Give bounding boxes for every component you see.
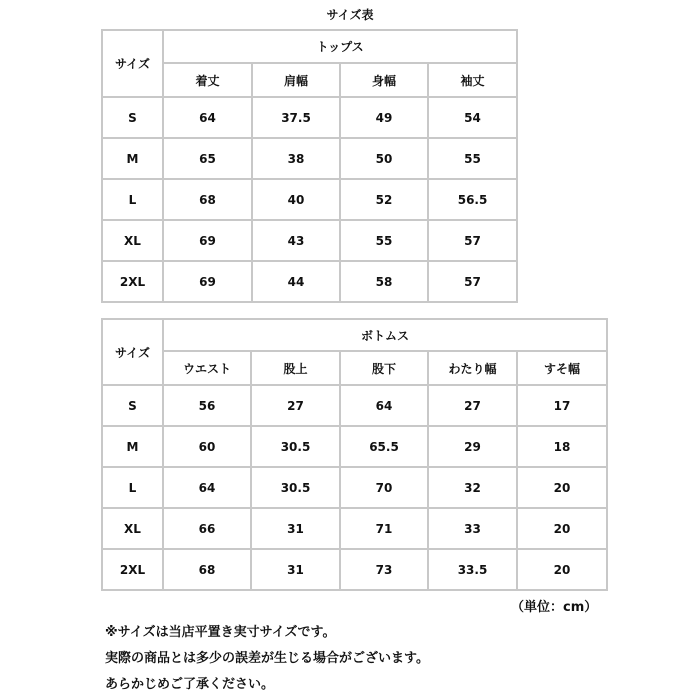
tops-section-header: トップス (163, 30, 517, 63)
value-cell: 32 (428, 467, 517, 508)
value-cell: 27 (251, 385, 340, 426)
page-title: サイズ表 (326, 8, 374, 22)
table-row (102, 508, 607, 549)
value-cell: 20 (517, 467, 607, 508)
value-cell: 66 (163, 508, 251, 549)
value-cell: 29 (428, 426, 517, 467)
size-cell: S (102, 385, 163, 426)
value-cell: 56.5 (428, 179, 517, 220)
tops-column-header-row (102, 63, 517, 97)
unit-label: （単位：cm） (511, 600, 598, 615)
value-cell: 64 (163, 467, 251, 508)
value-cell: 64 (163, 97, 252, 138)
size-cell: 2XL (102, 549, 163, 590)
value-cell: 64 (340, 385, 428, 426)
tops-size-table (101, 29, 518, 303)
value-cell: 38 (252, 138, 340, 179)
value-cell: 69 (163, 261, 252, 302)
value-cell: 30.5 (251, 426, 340, 467)
value-cell: 30.5 (251, 467, 340, 508)
table-row (102, 385, 607, 426)
table-row (102, 97, 517, 138)
bottoms-size-table (101, 318, 608, 591)
value-cell: 49 (340, 97, 428, 138)
size-cell: XL (102, 508, 163, 549)
size-cell: L (102, 179, 163, 220)
value-cell: 31 (251, 508, 340, 549)
column-header: 袖丈 (428, 63, 517, 97)
column-header: 肩幅 (252, 63, 340, 97)
value-cell: 50 (340, 138, 428, 179)
value-cell: 52 (340, 179, 428, 220)
table-row (102, 261, 517, 302)
size-cell: M (102, 138, 163, 179)
column-header: ウエスト (163, 351, 251, 385)
value-cell: 20 (517, 549, 607, 590)
column-header: すそ幅 (517, 351, 607, 385)
value-cell: 43 (252, 220, 340, 261)
value-cell: 73 (340, 549, 428, 590)
note-line: あらかじめご了承ください。 (105, 677, 275, 692)
bottoms-header-row (102, 319, 607, 351)
size-cell: XL (102, 220, 163, 261)
value-cell: 69 (163, 220, 252, 261)
tops-size-header: サイズ (102, 30, 163, 97)
value-cell: 65.5 (340, 426, 428, 467)
tops-header-row (102, 30, 517, 63)
table-row (102, 220, 517, 261)
column-header: 股下 (340, 351, 428, 385)
value-cell: 55 (428, 138, 517, 179)
value-cell: 55 (340, 220, 428, 261)
value-cell: 70 (340, 467, 428, 508)
table-row (102, 549, 607, 590)
value-cell: 71 (340, 508, 428, 549)
column-header: 身幅 (340, 63, 428, 97)
value-cell: 20 (517, 508, 607, 549)
value-cell: 68 (163, 549, 251, 590)
value-cell: 57 (428, 261, 517, 302)
note-line: ※サイズは当店平置き実寸サイズです。 (105, 625, 336, 640)
size-cell: L (102, 467, 163, 508)
value-cell: 54 (428, 97, 517, 138)
value-cell: 17 (517, 385, 607, 426)
table-row (102, 138, 517, 179)
value-cell: 56 (163, 385, 251, 426)
table-row (102, 179, 517, 220)
column-header: 着丈 (163, 63, 252, 97)
value-cell: 68 (163, 179, 252, 220)
value-cell: 33 (428, 508, 517, 549)
value-cell: 60 (163, 426, 251, 467)
column-header: わたり幅 (428, 351, 517, 385)
table-row (102, 467, 607, 508)
column-header: 股上 (251, 351, 340, 385)
value-cell: 44 (252, 261, 340, 302)
value-cell: 65 (163, 138, 252, 179)
size-cell: 2XL (102, 261, 163, 302)
value-cell: 37.5 (252, 97, 340, 138)
value-cell: 27 (428, 385, 517, 426)
value-cell: 57 (428, 220, 517, 261)
size-cell: M (102, 426, 163, 467)
size-cell: S (102, 97, 163, 138)
table-row (102, 426, 607, 467)
note-line: 実際の商品とは多少の誤差が生じる場合がございます。 (105, 651, 429, 666)
value-cell: 40 (252, 179, 340, 220)
value-cell: 18 (517, 426, 607, 467)
bottoms-section-header: ボトムス (163, 319, 607, 351)
bottoms-size-header: サイズ (102, 319, 163, 385)
value-cell: 31 (251, 549, 340, 590)
value-cell: 58 (340, 261, 428, 302)
value-cell: 33.5 (428, 549, 517, 590)
bottoms-column-header-row (102, 351, 607, 385)
